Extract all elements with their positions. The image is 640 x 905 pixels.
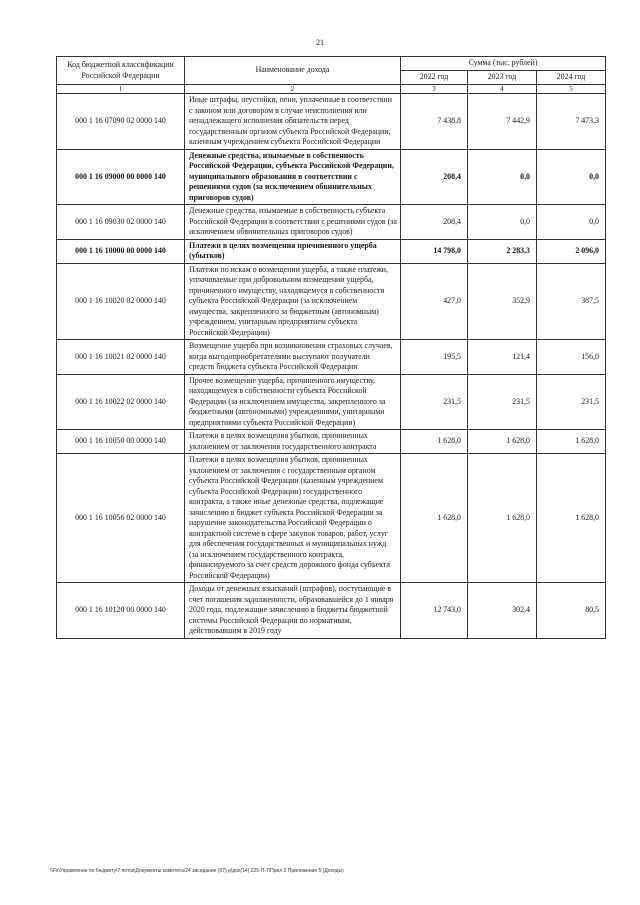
row-value-2022: 1 628,0 — [401, 430, 468, 454]
row-code: 000 1 16 10021 02 0000 140 — [57, 340, 185, 375]
table-row — [57, 149, 606, 205]
table-row — [57, 583, 606, 639]
row-value-2023: 0,0 — [468, 149, 537, 205]
row-value-2024: 0,0 — [537, 205, 606, 240]
table-row — [57, 94, 606, 150]
row-value-2024: 1 628,0 — [537, 430, 606, 454]
row-name: Возмещение ущерба при возникновении страховых случаев, когда выгодоприобретателями выступают получатели средств бюджета субъекта Российской Федерации — [185, 340, 401, 375]
header-year-2024: 2024 год — [537, 71, 606, 85]
row-code: 000 1 16 10056 02 0000 140 — [57, 454, 185, 583]
row-value-2023: 1 628,0 — [468, 430, 537, 454]
table-row — [57, 374, 606, 430]
row-value-2022: 208,4 — [401, 205, 468, 240]
row-value-2022: 14 798,0 — [401, 239, 468, 263]
index-1: 1 — [57, 85, 185, 94]
row-value-2024: 7 473,3 — [537, 94, 606, 150]
row-value-2024: 1 628,0 — [537, 454, 606, 583]
row-value-2022: 12 743,0 — [401, 583, 468, 639]
row-value-2022: 7 438,8 — [401, 94, 468, 150]
row-value-2023: 121,4 — [468, 340, 537, 375]
table-row — [57, 430, 606, 454]
row-value-2022: 1 628,0 — [401, 454, 468, 583]
row-name: Иные штрафы, неустойки, пени, уплаченные в соответствии с законом или договором в случае неисполнения или ненадлежащего исполнения обязательств перед государственным органом субъекта Российской Федерации, казенным учреждением субъекта Российской Федерации — [185, 94, 401, 150]
row-name: Платежи в целях возмещения причиненного ущерба (убытков) — [185, 239, 401, 263]
row-value-2023: 1 628,0 — [468, 454, 537, 583]
index-3: 3 — [401, 85, 468, 94]
header-name: Наименование дохода — [185, 57, 401, 85]
index-2: 2 — [185, 85, 401, 94]
revenue-table — [56, 56, 606, 639]
row-value-2023: 302,4 — [468, 583, 537, 639]
index-5: 5 — [537, 85, 606, 94]
row-value-2024: 2 096,0 — [537, 239, 606, 263]
page-number: 21 — [316, 38, 324, 47]
header-sum: Сумма (тыс. рублей) — [401, 57, 606, 71]
header-year-2022: 2022 год — [401, 71, 468, 85]
row-value-2024: 231,5 — [537, 374, 606, 430]
row-code: 000 1 16 10020 02 0000 140 — [57, 263, 185, 340]
row-value-2024: 80,5 — [537, 583, 606, 639]
row-value-2024: 156,0 — [537, 340, 606, 375]
row-value-2023: 0,0 — [468, 205, 537, 240]
row-code: 000 1 16 09030 02 0000 140 — [57, 205, 185, 240]
row-code: 000 1 16 07090 02 0000 140 — [57, 94, 185, 150]
header-code: Код бюджетной классификации Российской Федерации — [57, 57, 185, 85]
row-value-2024: 0,0 — [537, 149, 606, 205]
row-name: Денежные средства, изымаемые в собственность субъекта Российской Федерации в соответствии с решениями судов (за исключением обвинительных приговоров судов) — [185, 205, 401, 240]
row-value-2024: 387,5 — [537, 263, 606, 340]
row-value-2023: 352,9 — [468, 263, 537, 340]
row-value-2023: 2 283,3 — [468, 239, 537, 263]
row-code: 000 1 16 10000 00 0000 140 — [57, 239, 185, 263]
row-value-2022: 427,0 — [401, 263, 468, 340]
table-row — [57, 454, 606, 583]
row-code: 000 1 16 09000 00 0000 140 — [57, 149, 185, 205]
row-code: 000 1 16 10022 02 0000 140 — [57, 374, 185, 430]
row-value-2023: 7 442,9 — [468, 94, 537, 150]
table-row — [57, 239, 606, 263]
table-row — [57, 205, 606, 240]
header-year-2023: 2023 год — [468, 71, 537, 85]
row-name: Доходы от денежных взысканий (штрафов), поступающие в счет погашения задолженности, образовавшейся до 1 января 2020 года, подлежащие зачислению в бюджеты бюджетной системы Российской Федерации по нормативам, действовавшим в 2019 году — [185, 583, 401, 639]
row-code: 000 1 16 10120 00 0000 140 — [57, 583, 185, 639]
row-name: Денежные средства, изымаемые в собственность Российской Федерации, субъекта Российской Федерации, муниципального образования в соответствии с решениями судов (за исключением обвинительных приговоров судов) — [185, 149, 401, 205]
row-name: Прочее возмещение ущерба, причиненного имуществу, находящемуся в собственности субъекта Российской Федерации (за исключением имущества, закрепленного за бюджетными (автономными) учреждениями, унитарными предприятиями субъекта Российской Федерации) — [185, 374, 401, 430]
footer-file-path: \\Fs\Управление по бюджету\7 поток\Документы комитета\24 заседание (07) р\дох(14) 225-П-7\Прил 2 Приложение 5 (Доходы) — [50, 868, 344, 874]
row-name: Платежи в целях возмещения убытков, причиненных уклонением от заключения государственного контракта — [185, 430, 401, 454]
row-value-2022: 195,5 — [401, 340, 468, 375]
table-row — [57, 263, 606, 340]
table-body — [57, 94, 606, 639]
row-name: Платежи в целях возмещения убытков, причиненных уклонением от заключения с государственным органом субъекта Российской Федерации (казенным учреждением субъекта Российской Федерации) государственного контракта, а также иные денежные средства, подлежащие зачислению в бюджет субъекта Российской Федерации за нарушение законодательства Российской Федерации о контрактной системе в сфере закупок товаров, работ, услуг для обеспечения государственных и муниципальных нужд (за исключением государственного контракта, финансируемого за счет средств дорожного фонда субъекта Российской Федерации) — [185, 454, 401, 583]
row-value-2022: 231,5 — [401, 374, 468, 430]
index-4: 4 — [468, 85, 537, 94]
row-code: 000 1 16 10050 00 0000 140 — [57, 430, 185, 454]
row-value-2022: 208,4 — [401, 149, 468, 205]
row-value-2023: 231,5 — [468, 374, 537, 430]
row-name: Платежи по искам о возмещении ущерба, а также платежи, уплачиваемые при добровольном возмещении ущерба, причиненного имуществу, находящемуся в собственности субъекта Российской Федерации (за исключением имущества, закрепленного за бюджетным (автономным) учреждением, унитарным предприятием субъекта Российской Федерации) — [185, 263, 401, 340]
table-row — [57, 340, 606, 375]
